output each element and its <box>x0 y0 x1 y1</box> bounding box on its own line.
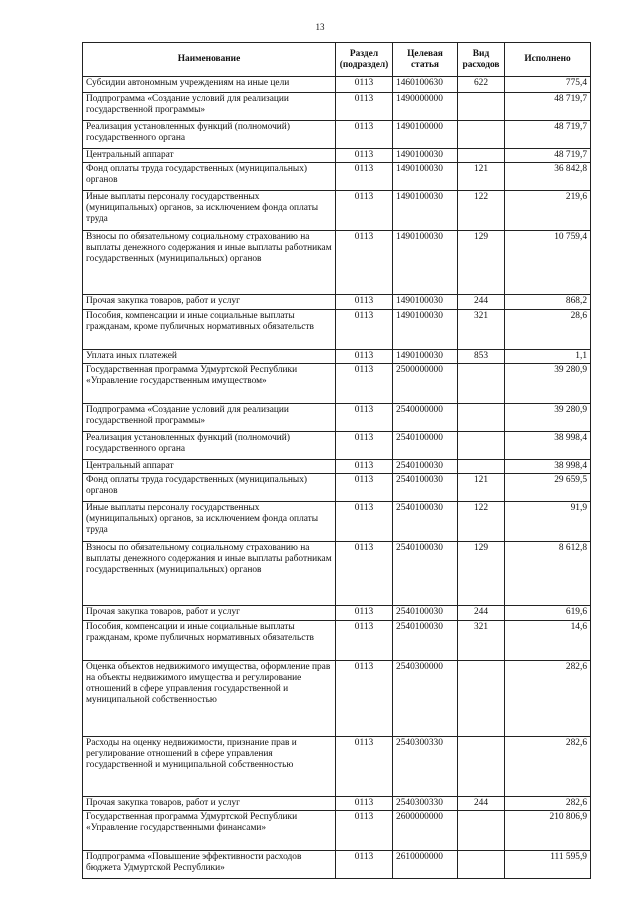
header-article: Целевая статья <box>393 43 458 77</box>
row-article: 2540000000 <box>393 404 458 432</box>
row-expense: 321 <box>458 621 505 661</box>
row-article: 1490100030 <box>393 350 458 364</box>
row-article: 1490100030 <box>393 149 458 163</box>
row-expense <box>458 93 505 121</box>
row-expense <box>458 460 505 474</box>
row-section: 0113 <box>336 77 393 93</box>
row-article: 1490100030 <box>393 295 458 310</box>
row-name: Подпрограмма «Создание условий для реализации государственной программы» <box>83 93 336 121</box>
row-article: 2500000000 <box>393 364 458 404</box>
row-expense <box>458 811 505 851</box>
row-amount: 10 759,4 <box>505 231 591 295</box>
row-name: Фонд оплаты труда государственных (муниципальных) органов <box>83 474 336 502</box>
row-article: 2540300000 <box>393 661 458 737</box>
table-row <box>83 77 591 93</box>
row-name: Государственная программа Удмуртской Республики «Управление государственным имуществом» <box>83 364 336 404</box>
table-row <box>83 404 591 432</box>
row-section: 0113 <box>336 93 393 121</box>
budget-table <box>82 42 591 879</box>
row-section: 0113 <box>336 460 393 474</box>
row-section: 0113 <box>336 811 393 851</box>
row-amount: 48 719,7 <box>505 149 591 163</box>
row-article: 2540100030 <box>393 621 458 661</box>
row-expense <box>458 121 505 149</box>
row-name: Пособия, компенсации и иные социальные выплаты гражданам, кроме публичных нормативных обязательств <box>83 621 336 661</box>
row-section: 0113 <box>336 149 393 163</box>
row-amount: 282,6 <box>505 737 591 797</box>
row-expense <box>458 364 505 404</box>
row-name: Оценка объектов недвижимого имущества, оформление прав на объекты недвижимого имущества и регулирование отношений в сфере управления государственной и муниципальной собственностью <box>83 661 336 737</box>
row-name: Иные выплаты персоналу государственных (муниципальных) органов, за исключением фонда оплаты труда <box>83 502 336 542</box>
row-article: 1460100630 <box>393 77 458 93</box>
row-amount: 619,6 <box>505 606 591 621</box>
row-article: 2540100030 <box>393 474 458 502</box>
row-amount: 38 998,4 <box>505 460 591 474</box>
row-expense: 121 <box>458 474 505 502</box>
row-section: 0113 <box>336 295 393 310</box>
row-amount: 775,4 <box>505 77 591 93</box>
table-row <box>83 350 591 364</box>
row-article: 1490000000 <box>393 93 458 121</box>
row-amount: 91,9 <box>505 502 591 542</box>
row-amount: 39 280,9 <box>505 364 591 404</box>
row-section: 0113 <box>336 231 393 295</box>
row-name: Уплата иных платежей <box>83 350 336 364</box>
row-name: Реализация установленных функций (полномочий) государственного органа <box>83 432 336 460</box>
row-article: 2610000000 <box>393 851 458 879</box>
row-article: 2600000000 <box>393 811 458 851</box>
row-name: Иные выплаты персоналу государственных (муниципальных) органов, за исключением фонда оплаты труда <box>83 191 336 231</box>
row-article: 2540100000 <box>393 432 458 460</box>
row-section: 0113 <box>336 474 393 502</box>
table-row <box>83 231 591 295</box>
table-row <box>83 851 591 879</box>
row-name: Подпрограмма «Создание условий для реализации государственной программы» <box>83 404 336 432</box>
row-amount: 1,1 <box>505 350 591 364</box>
table-row <box>83 149 591 163</box>
row-expense: 129 <box>458 542 505 606</box>
row-section: 0113 <box>336 191 393 231</box>
table-header-row <box>83 43 591 77</box>
table-row <box>83 460 591 474</box>
row-name: Государственная программа Удмуртской Республики «Управление государственными финансами» <box>83 811 336 851</box>
table-row <box>83 621 591 661</box>
row-article: 2540100030 <box>393 542 458 606</box>
row-section: 0113 <box>336 797 393 811</box>
page-number: 13 <box>315 22 325 32</box>
row-name: Взносы по обязательному социальному страхованию на выплаты денежного содержания и иные выплаты работникам государственных (муниципальных) органов <box>83 231 336 295</box>
row-name: Реализация установленных функций (полномочий) государственного органа <box>83 121 336 149</box>
row-expense <box>458 149 505 163</box>
row-article: 2540100030 <box>393 606 458 621</box>
row-amount: 36 842,8 <box>505 163 591 191</box>
row-expense: 321 <box>458 310 505 350</box>
table-row <box>83 811 591 851</box>
row-article: 2540100030 <box>393 460 458 474</box>
header-name: Наименование <box>83 43 336 77</box>
row-article: 1490100030 <box>393 163 458 191</box>
header-expense: Вид расходов <box>458 43 505 77</box>
row-expense <box>458 404 505 432</box>
row-section: 0113 <box>336 851 393 879</box>
row-expense: 244 <box>458 606 505 621</box>
row-name: Субсидии автономным учреждениям на иные цели <box>83 77 336 93</box>
table-row <box>83 295 591 310</box>
row-section: 0113 <box>336 606 393 621</box>
header-section: Раздел (подраздел) <box>336 43 393 77</box>
row-article: 2540300330 <box>393 737 458 797</box>
row-section: 0113 <box>336 121 393 149</box>
row-name: Пособия, компенсации и иные социальные выплаты гражданам, кроме публичных нормативных обязательств <box>83 310 336 350</box>
row-article: 2540300330 <box>393 797 458 811</box>
row-section: 0113 <box>336 163 393 191</box>
row-amount: 282,6 <box>505 661 591 737</box>
row-amount: 282,6 <box>505 797 591 811</box>
row-article: 1490100030 <box>393 310 458 350</box>
row-name: Прочая закупка товаров, работ и услуг <box>83 295 336 310</box>
row-name: Взносы по обязательному социальному страхованию на выплаты денежного содержания и иные выплаты работникам государственных (муниципальных) органов <box>83 542 336 606</box>
table-row <box>83 364 591 404</box>
row-amount: 210 806,9 <box>505 811 591 851</box>
row-section: 0113 <box>336 350 393 364</box>
row-article: 1490100000 <box>393 121 458 149</box>
row-expense <box>458 432 505 460</box>
row-amount: 14,6 <box>505 621 591 661</box>
table-row <box>83 474 591 502</box>
row-name: Прочая закупка товаров, работ и услуг <box>83 797 336 811</box>
table-row <box>83 163 591 191</box>
row-name: Расходы на оценку недвижимости, признание прав и регулирование отношений в сфере управления государственной и муниципальной собственностью <box>83 737 336 797</box>
row-name: Центральный аппарат <box>83 460 336 474</box>
row-expense <box>458 737 505 797</box>
row-section: 0113 <box>336 542 393 606</box>
row-expense: 244 <box>458 797 505 811</box>
row-amount: 48 719,7 <box>505 121 591 149</box>
row-expense: 129 <box>458 231 505 295</box>
table-row <box>83 737 591 797</box>
row-expense: 622 <box>458 77 505 93</box>
table-row <box>83 606 591 621</box>
row-amount: 111 595,9 <box>505 851 591 879</box>
table-row <box>83 191 591 231</box>
row-expense <box>458 851 505 879</box>
table-row <box>83 661 591 737</box>
row-amount: 28,6 <box>505 310 591 350</box>
table-row <box>83 310 591 350</box>
row-amount: 38 998,4 <box>505 432 591 460</box>
row-expense: 853 <box>458 350 505 364</box>
row-name: Центральный аппарат <box>83 149 336 163</box>
row-amount: 48 719,7 <box>505 93 591 121</box>
row-expense: 122 <box>458 191 505 231</box>
row-article: 1490100030 <box>393 231 458 295</box>
row-name: Фонд оплаты труда государственных (муниципальных) органов <box>83 163 336 191</box>
row-section: 0113 <box>336 432 393 460</box>
row-article: 2540100030 <box>393 502 458 542</box>
row-article: 1490100030 <box>393 191 458 231</box>
table-row <box>83 93 591 121</box>
row-section: 0113 <box>336 404 393 432</box>
row-expense: 121 <box>458 163 505 191</box>
table-row <box>83 502 591 542</box>
table-row <box>83 542 591 606</box>
table-row <box>83 432 591 460</box>
row-section: 0113 <box>336 502 393 542</box>
row-section: 0113 <box>336 364 393 404</box>
row-amount: 219,6 <box>505 191 591 231</box>
row-section: 0113 <box>336 737 393 797</box>
row-expense <box>458 661 505 737</box>
row-amount: 8 612,8 <box>505 542 591 606</box>
row-expense: 122 <box>458 502 505 542</box>
row-expense: 244 <box>458 295 505 310</box>
table-row <box>83 797 591 811</box>
row-name: Подпрограмма «Повышение эффективности расходов бюджета Удмуртской Республики» <box>83 851 336 879</box>
row-section: 0113 <box>336 310 393 350</box>
row-amount: 868,2 <box>505 295 591 310</box>
row-name: Прочая закупка товаров, работ и услуг <box>83 606 336 621</box>
table-row <box>83 121 591 149</box>
header-amount: Исполнено <box>505 43 591 77</box>
row-section: 0113 <box>336 661 393 737</box>
row-section: 0113 <box>336 621 393 661</box>
row-amount: 39 280,9 <box>505 404 591 432</box>
row-amount: 29 659,5 <box>505 474 591 502</box>
